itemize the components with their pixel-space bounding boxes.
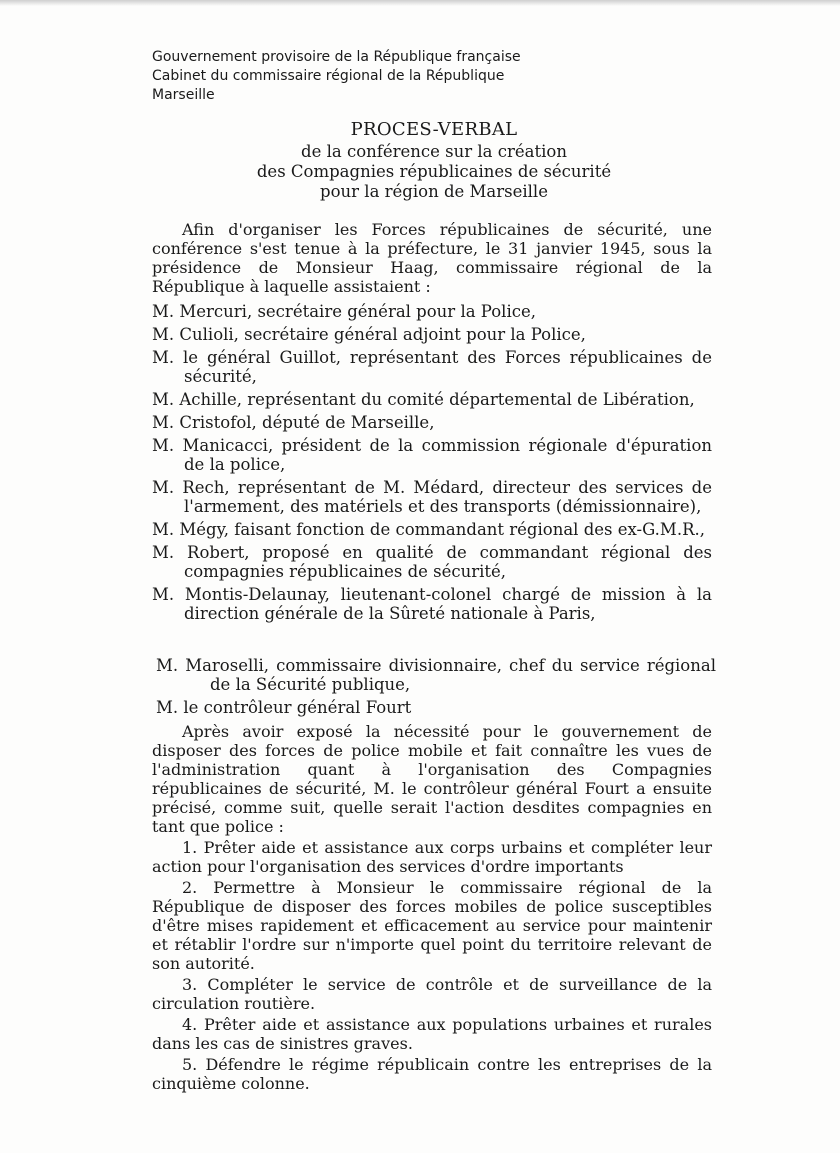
attendee-item: M. Culioli, secrétaire général adjoint pour la Police, [152, 325, 586, 344]
scan-shadow [0, 0, 840, 6]
numbered-item: 2. Permettre à Monsieur le commissaire régional de la République de disposer des forces mobiles de police susceptibles d'être mises rapidement et efficacement au service pour maintenir et rétablir l'ordre sur n'importe quel point du territoire relevant de son autorité. [152, 878, 712, 973]
attendee-item: M. Montis-Delaunay, lieutenant-colonel chargé de mission à la direction générale de la Sûreté nationale à Paris, [152, 585, 712, 623]
attendee-item: M. Mercuri, secrétaire général pour la Police, [152, 302, 536, 321]
numbered-item: 5. Défendre le régime républicain contre les entreprises de la cinquième colonne. [152, 1055, 712, 1093]
attendee-item: M. Cristofol, député de Marseille, [152, 413, 435, 432]
attendee-item: M. Rech, représentant de M. Médard, directeur des services de l'armement, des matériels et des transports (démissionnaire), [152, 478, 712, 516]
attendee-item: M. Achille, représentant du comité départemental de Libération, [152, 390, 695, 409]
document-title: PROCES-VERBAL [350, 119, 518, 140]
attendee-list [152, 302, 712, 627]
intro-text: Afin d'organiser les Forces républicaines de sécurité, une conférence s'est tenue à la préfecture, le 31 janvier 1945, sous la présidence de Monsieur Haag, commissaire régional de la République à laquelle assistaient : [152, 220, 712, 296]
document-subtitle-3: pour la région de Marseille [320, 182, 548, 201]
numbered-item: 4. Prêter aide et assistance aux populations urbaines et rurales dans les cas de sinistres graves. [152, 1015, 712, 1053]
document-subtitle-1: de la conférence sur la création [301, 142, 567, 161]
attendee-item: M. Robert, proposé en qualité de commandant régional des compagnies républicaines de sécurité, [152, 543, 712, 581]
attendee-item: M. le général Guillot, représentant des Forces républicaines de sécurité, [152, 348, 712, 386]
document-subtitle-2: des Compagnies républicaines de sécurité [256, 162, 612, 181]
intro-paragraph [152, 220, 712, 296]
closing-section [152, 722, 712, 1093]
numbered-item: 1. Prêter aide et assistance aux corps urbains et compléter leur action pour l'organisation des services d'ordre importants [152, 838, 712, 876]
numbered-item: 3. Compléter le service de contrôle et de surveillance de la circulation routière. [152, 975, 712, 1013]
closing-paragraph: Après avoir exposé la nécessité pour le gouvernement de disposer des forces de police mobile et fait connaître les vues de l'administration quant à l'organisation des Compagnies républicaines de sécurité, M. le contrôleur général Fourt a ensuite précisé, comme suit, quelle serait l'action desdites compagnies en tant que police : [152, 722, 712, 836]
attendee-item: M. le contrôleur général Fourt [156, 698, 412, 717]
attendee-item: M. Maroselli, commissaire divisionnaire, chef du service régional de la Sécurité publique, [156, 656, 716, 694]
letterhead-line-city: Marseille [152, 87, 215, 103]
letterhead-line-government: Gouvernement provisoire de la République française [152, 49, 521, 65]
letterhead-line-cabinet: Cabinet du commissaire régional de la République [152, 68, 505, 84]
attendee-item: M. Manicacci, président de la commission régionale d'épuration de la police, [152, 436, 712, 474]
title-block [200, 118, 668, 202]
letterhead [152, 48, 521, 105]
attendee-item: M. Mégy, faisant fonction de commandant régional des ex-G.M.R., [152, 520, 705, 539]
attendee-list-extra [156, 656, 716, 721]
